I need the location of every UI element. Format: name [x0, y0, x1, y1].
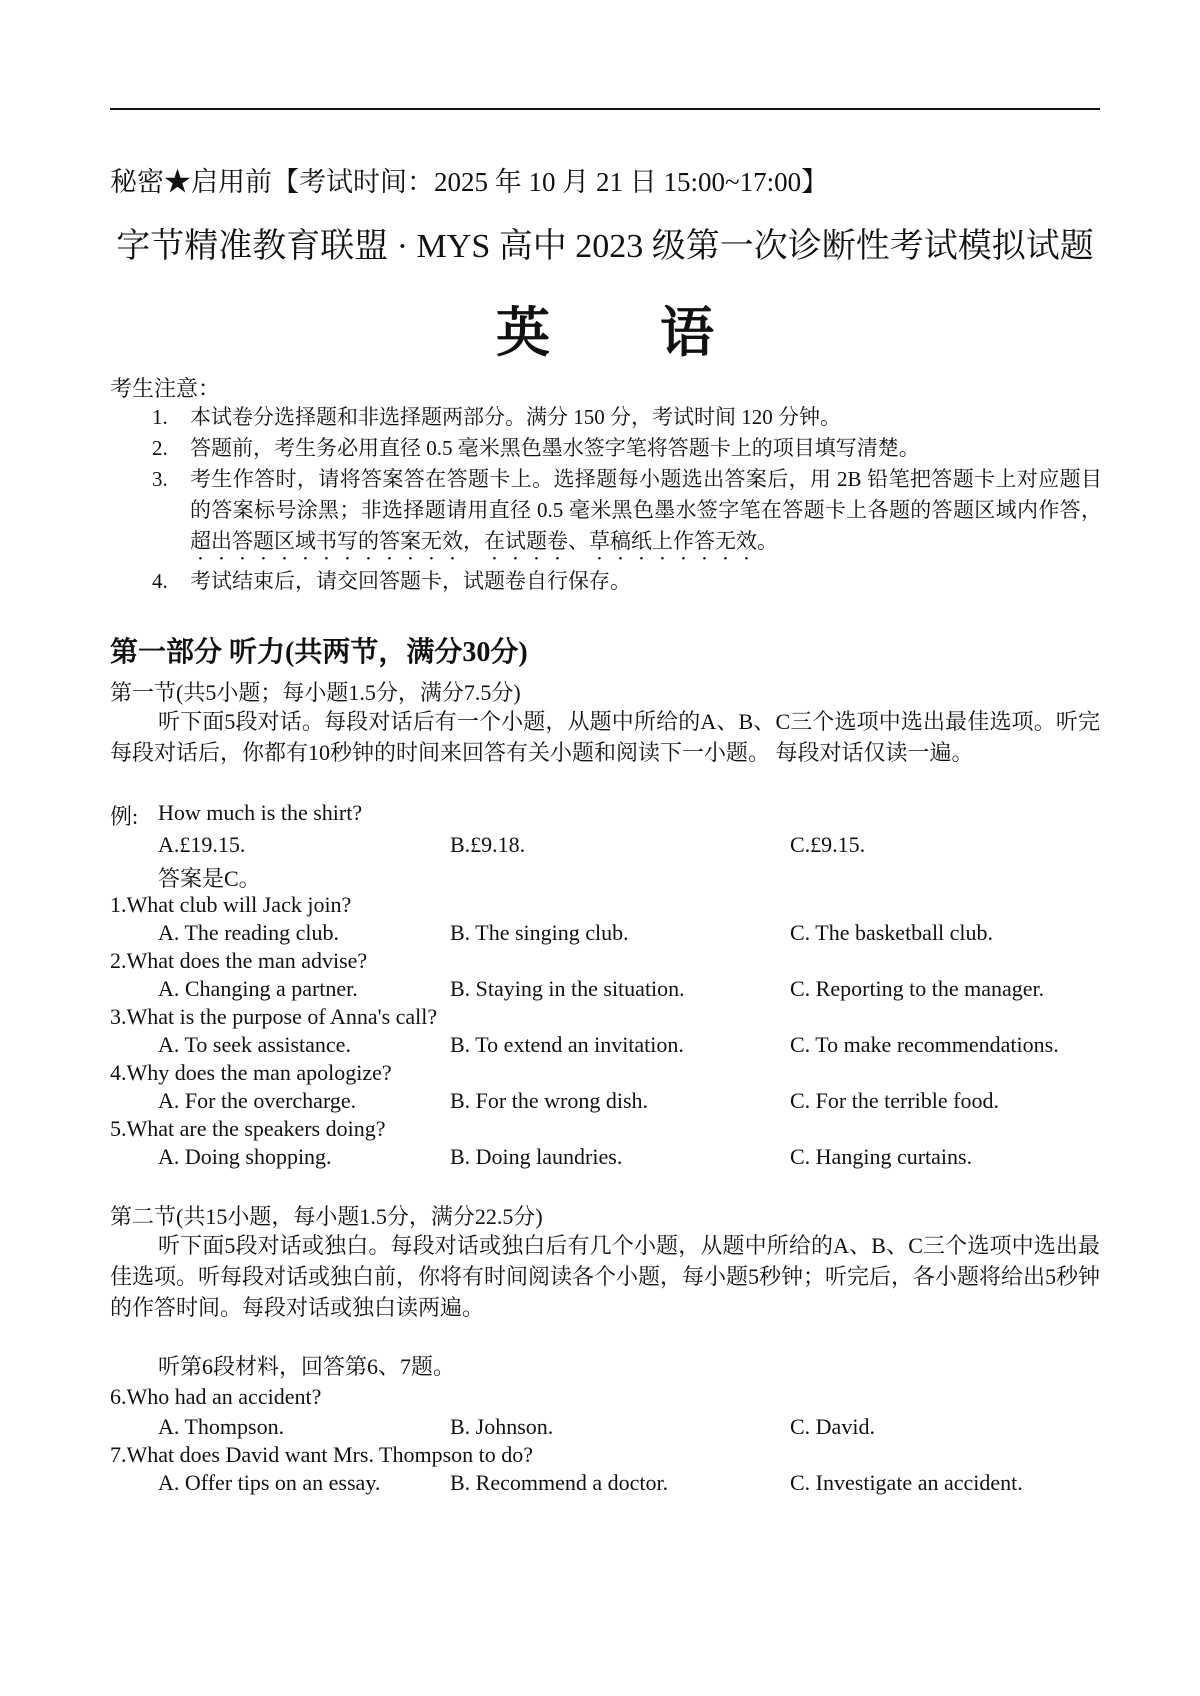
question-6: 6.Who had an accident? [110, 1384, 322, 1409]
q5-option-c: C. Hanging curtains. [790, 1144, 973, 1169]
notice-text: 考试结束后，请交回答题卡，试题卷自行保存。 [190, 569, 631, 593]
question-2: 2.What does the man advise? [110, 948, 368, 973]
example-option-c: C.£9.15. [790, 832, 866, 857]
notice-text-main: 考生作答时，请将答案答在答题卡上。选择题每小题选出答案后，用 2B 铅笔把答题卡上对应题目的答案标号涂黑；非选择题请用直径 0.5 毫米黑色墨水签字笔在答题卡上各题的答题区域内作答， [190, 467, 1102, 522]
q6-option-b: B. Johnson. [450, 1414, 554, 1439]
notice-number: 2. [152, 436, 168, 460]
q7-option-a: A. Offer tips on an essay. [158, 1470, 381, 1495]
q3-option-c: C. To make recommendations. [790, 1032, 1059, 1057]
q5-option-a: A. Doing shopping. [158, 1144, 332, 1169]
notice-heading: 考生注意： [110, 376, 221, 401]
q6-option-a: A. Thompson. [158, 1414, 285, 1439]
notice-number: 1. [152, 405, 168, 429]
confidential-line: 秘密★启用前【考试时间：2025 年 10 月 21 日 15:00~17:00】 [110, 167, 829, 197]
question-1: 1.What club will Jack join? [110, 892, 352, 917]
q7-option-c: C. Investigate an accident. [790, 1470, 1023, 1495]
q3-option-b: B. To extend an invitation. [450, 1032, 684, 1057]
q4-option-a: A. For the overcharge. [158, 1088, 357, 1113]
notice-number: 4. [152, 569, 168, 593]
example-question: How much is the shirt? [158, 800, 363, 825]
example-option-a: A.£19.15. [158, 832, 246, 857]
part1-heading: 第一部分 听力(共两节，满分30分) [110, 637, 528, 668]
question-3: 3.What is the purpose of Anna's call? [110, 1004, 438, 1029]
subject-title [110, 290, 1100, 367]
question-4: 4.Why does the man apologize? [110, 1060, 392, 1085]
top-rule [110, 108, 1100, 110]
material-note: 听第6段材料，回答第6、7题。 [158, 1354, 456, 1379]
notice-text: 答题前，考生务必用直径 0.5 毫米黑色墨水签字笔将答题卡上的项目填写清楚。 [190, 436, 920, 460]
q6-option-c: C. David. [790, 1414, 875, 1439]
q5-option-b: B. Doing laundries. [450, 1144, 623, 1169]
example-answer: 答案是C。 [158, 866, 261, 891]
question-5: 5.What are the speakers doing? [110, 1116, 386, 1141]
q4-option-c: C. For the terrible food. [790, 1088, 999, 1113]
subject-char-1: 英 [496, 301, 550, 364]
q2-option-a: A. Changing a partner. [158, 976, 358, 1001]
q4-option-b: B. For the wrong dish. [450, 1088, 648, 1113]
q2-option-c: C. Reporting to the manager. [790, 976, 1045, 1001]
notice-text-emphasis: 超出答题区域书写的答案无效，在试题卷、草稿纸上作答无效。 [190, 529, 778, 553]
section2-instructions: 听下面5段对话或独白。每段对话或独白后有几个小题，从题中所给的A、B、C三个选项中选出最佳选项。听每段对话或独白前，你将有时间阅读各个小题，每小题5秒钟；听完后，各小题将给出5秒钟的作答时间。每段对话或独白读两遍。 [110, 1233, 1101, 1320]
subject-char-2: 语 [660, 301, 714, 364]
section1-heading: 第一节(共5小题；每小题1.5分，满分7.5分) [110, 680, 521, 705]
q7-option-b: B. Recommend a doctor. [450, 1470, 669, 1495]
q3-option-a: A. To seek assistance. [158, 1032, 351, 1057]
q2-option-b: B. Staying in the situation. [450, 976, 685, 1001]
example-option-b: B.£9.18. [450, 832, 526, 857]
q1-option-b: B. The singing club. [450, 920, 629, 945]
notice-text: 本试卷分选择题和非选择题两部分。满分 150 分，考试时间 120 分钟。 [190, 405, 841, 429]
example-label: 例: [110, 804, 139, 829]
q1-option-a: A. The reading club. [158, 920, 340, 945]
section2-heading: 第二节(共15小题，每小题1.5分，满分22.5分) [110, 1204, 543, 1229]
exam-title: 字节精准教育联盟 · MYS 高中 2023 级第一次诊断性考试模拟试题 [116, 228, 1094, 265]
section1-instructions: 听下面5段对话。每段对话后有一个小题，从题中所给的A、B、C三个选项中选出最佳选项。听完每段对话后，你都有10秒钟的时间来回答有关小题和阅读下一小题。 每段对话仅读一遍。 [110, 709, 1100, 765]
q1-option-c: C. The basketball club. [790, 920, 994, 945]
question-7: 7.What does David want Mrs. Thompson to do? [110, 1442, 534, 1467]
notice-text [190, 464, 1102, 565]
notice-number: 3. [152, 467, 168, 491]
